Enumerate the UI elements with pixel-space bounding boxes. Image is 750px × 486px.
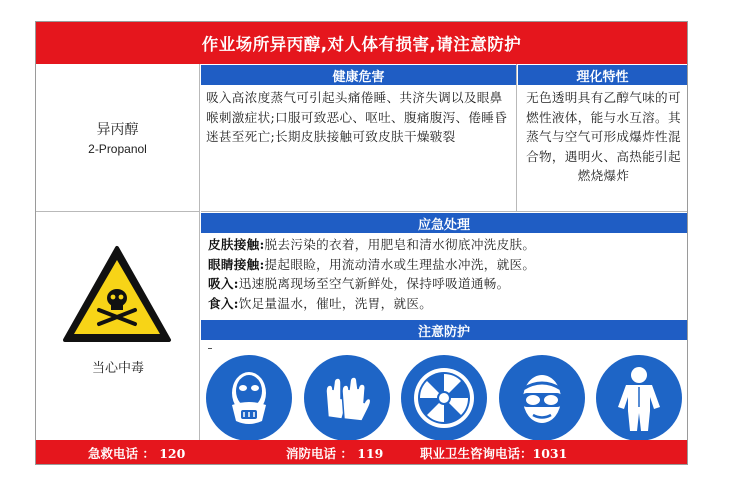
column-divider bbox=[516, 64, 517, 212]
chemical-name-en: 2-Propanol bbox=[88, 142, 147, 156]
chemical-name-cell bbox=[36, 64, 200, 212]
gas-mask-icon bbox=[206, 355, 292, 441]
emergency-item: 眼睛接触:提起眼睑，用流动清水或生理盐水冲洗，就医。 bbox=[208, 256, 536, 272]
notice-title: 作业场所异丙醇,对人体有损害,请注意防护 bbox=[36, 22, 687, 64]
protective-suit-icon bbox=[596, 355, 682, 441]
health-hazard-text: 吸入高浓度蒸气可引起头痛倦睡、共济失调以及眼鼻喉刺激症状;口服可致恶心、呕吐、腹痛腹泻、倦睡昏迷甚至死亡;长期皮肤接触可致皮肤干燥皲裂 bbox=[206, 90, 508, 144]
emergency-item: 吸入:迅速脱离现场至空气新鲜处，保持呼吸道通畅。 bbox=[208, 276, 510, 291]
emergency-list bbox=[208, 235, 684, 313]
warning-cell bbox=[36, 212, 200, 440]
first-aid-phone: 急救电话 ： 120 bbox=[88, 446, 186, 461]
row-divider bbox=[201, 211, 687, 212]
emergency-item: 皮肤接触:脱去污染的衣着，用肥皂和清水彻底冲洗皮肤。 bbox=[208, 237, 536, 252]
physchem-header: 理化特性 bbox=[518, 65, 687, 85]
protection-header: 注意防护 bbox=[201, 320, 687, 340]
hazard-notice-card bbox=[35, 21, 688, 465]
warning-label: 当心中毒 bbox=[91, 361, 144, 376]
emergency-item: 食入:饮足量温水，催吐，洗胃，就医。 bbox=[208, 295, 433, 311]
protection-icons bbox=[206, 355, 682, 441]
occupational-health-phone: 职业卫生咨询电话：1031 bbox=[420, 446, 568, 461]
safety-goggles-icon bbox=[499, 355, 585, 441]
fire-phone: 消防电话 ： 119 bbox=[286, 446, 384, 461]
protective-gloves-icon bbox=[304, 355, 390, 441]
divider-mark bbox=[208, 348, 212, 349]
health-hazard-header: 健康危害 bbox=[201, 65, 516, 85]
physchem-text: 无色透明具有乙醇气味的可燃性液体，能与水互溶。其蒸气与空气可形成爆炸性混合物，遇明火、高热能引起燃烧爆炸 bbox=[526, 90, 681, 183]
toxic-skull-triangle-icon bbox=[61, 244, 173, 344]
ventilation-icon bbox=[401, 355, 487, 441]
emergency-header: 应急处理 bbox=[201, 213, 687, 233]
contact-footer bbox=[36, 440, 687, 464]
chemical-name-cn: 异丙醇 bbox=[96, 122, 139, 138]
